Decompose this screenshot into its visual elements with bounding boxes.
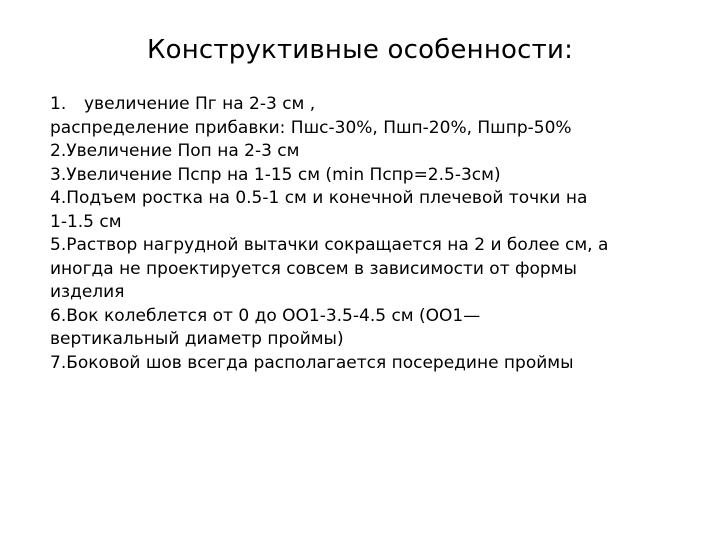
slide-body xyxy=(50,93,700,375)
list-number: 1. xyxy=(50,94,67,114)
list-item-7: 7.Боковой шов всегда располагается посередине проймы xyxy=(50,352,574,373)
list-item-6: 6.Вок колеблется от 0 до ОО1-3.5-4.5 см (ОО1— xyxy=(50,305,481,326)
list-item-3: 3.Увеличение Пспр на 1-15 см (min Пспр=2.5-3см) xyxy=(50,164,501,185)
list-item-4: 4.Подъем ростка на 0.5-1 см и конечной плечевой точки на xyxy=(50,188,588,208)
list-item-1 xyxy=(50,93,700,117)
list-item-line: вертикальный диаметр проймы) xyxy=(50,329,344,349)
slide-title: Конструктивные особенности: xyxy=(146,35,574,65)
list-item-text: увеличение Пг на 2-3 см , xyxy=(84,94,316,114)
list-item-5: 5.Раствор нагрудной вытачки сокращается на 2 и более см, а xyxy=(50,235,609,255)
list-item-line: иногда не проектируется совсем в зависимости от формы xyxy=(50,258,577,279)
list-item-line: 1-1.5 см xyxy=(50,211,122,232)
list-item-line: распределение прибавки: Пшс-30%, Пшп-20%, Пшпр-50% xyxy=(50,117,572,138)
list-item-2: 2.Увеличение Поп на 2-3 см xyxy=(50,141,300,161)
list-item-line: изделия xyxy=(50,282,125,302)
